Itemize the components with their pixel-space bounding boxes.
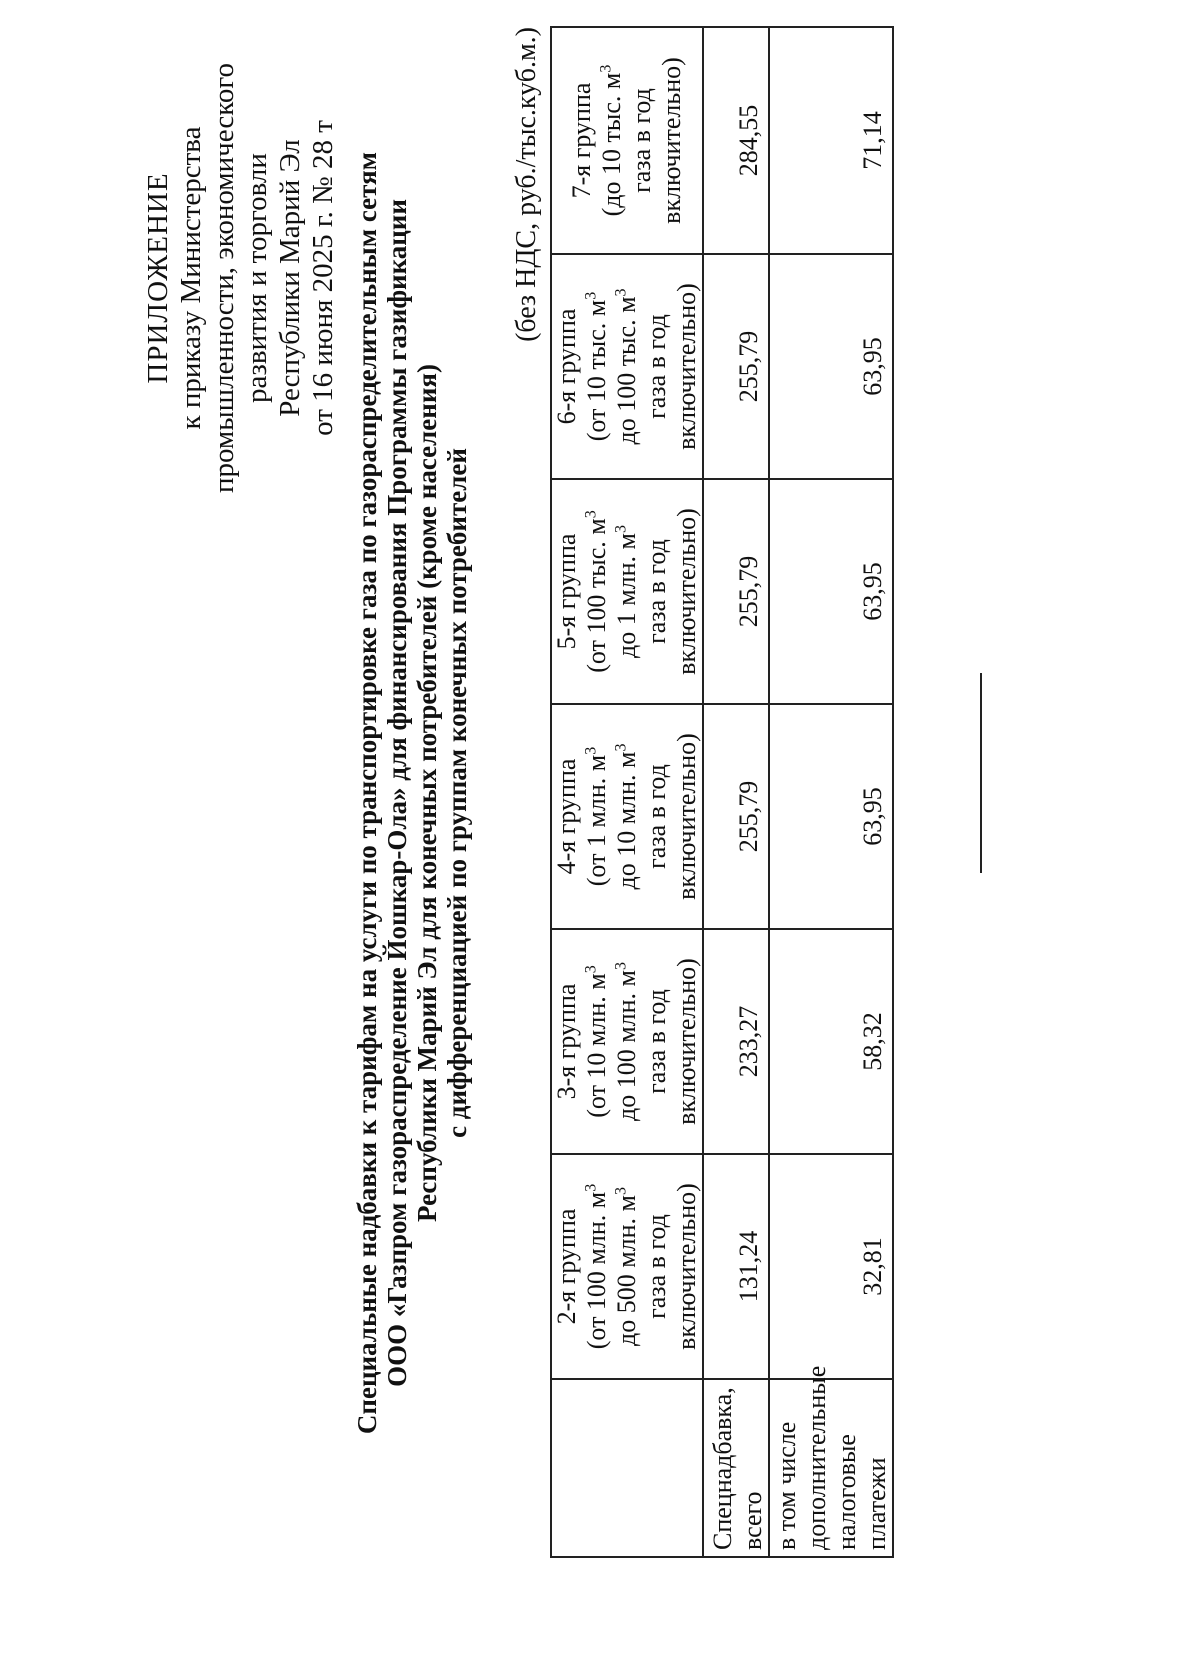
row-label: Спецнадбавка, всего <box>703 1379 769 1557</box>
value-cell: 233,27 <box>703 929 769 1154</box>
group-name: 2-я группа <box>552 1208 581 1325</box>
table-row <box>703 27 769 1557</box>
group-range-to: до 100 млн. м <box>612 969 641 1122</box>
closing-rule <box>980 673 982 873</box>
group-range-to: до 10 млн. м <box>612 751 641 890</box>
superscript: 3 <box>612 1186 630 1195</box>
table-header-row <box>551 27 703 1557</box>
superscript: 3 <box>597 64 615 73</box>
title-line: ООО «Газпром газораспределение Йошкар-Ола» для финансирования Программы газификации <box>382 199 412 1387</box>
group-range-upper: (до 10 тыс. м <box>597 72 626 217</box>
group-inclusive: включительно) <box>672 733 701 900</box>
title-line: Специальные надбавки к тарифам на услуги по транспортировке газа по газораспределительным сетям <box>352 151 382 1435</box>
group-range-from: (от 1 млн. м <box>582 754 611 887</box>
group-unit: газа в год <box>642 764 671 869</box>
group-name: 5-я группа <box>552 533 581 650</box>
group-name: 6-я группа <box>552 308 581 425</box>
value-cell: 63,95 <box>769 254 893 479</box>
value-cell: 58,32 <box>769 929 893 1154</box>
value-cell: 284,55 <box>703 27 769 254</box>
value-cell: 71,14 <box>769 27 893 254</box>
group-name: 7-я группа <box>567 82 596 199</box>
tariff-table <box>550 26 894 1558</box>
header-empty-cell <box>551 1379 703 1557</box>
appendix-line: развития и торговли <box>241 153 273 403</box>
group-range-from: (от 100 тыс. м <box>582 518 611 673</box>
title-line: с дифференциацией по группам конечных потребителей <box>442 448 472 1138</box>
group-inclusive: включительно) <box>672 283 701 450</box>
superscript: 3 <box>612 743 630 752</box>
group-unit: газа в год <box>642 539 671 644</box>
group-name: 3-я группа <box>552 983 581 1100</box>
value-cell: 255,79 <box>703 254 769 479</box>
group-range-to: до 1 млн. м <box>612 532 641 659</box>
appendix-heading: ПРИЛОЖЕНИЕ <box>142 172 174 384</box>
group-range-to: до 500 млн. м <box>612 1194 641 1347</box>
value-cell: 32,81 <box>769 1154 893 1379</box>
value-cell: 255,79 <box>703 704 769 929</box>
value-cell: 63,95 <box>769 479 893 704</box>
superscript: 3 <box>582 1183 600 1192</box>
appendix-block <box>142 18 340 538</box>
group-range-to: до 100 тыс. м <box>612 296 641 445</box>
appendix-line: Республики Марий Эл <box>274 139 306 417</box>
value-cell: 255,79 <box>703 479 769 704</box>
document-title <box>352 33 472 1553</box>
header-cell <box>551 479 703 704</box>
value-cell: 131,24 <box>703 1154 769 1379</box>
group-range-from: (от 100 млн. м <box>582 1191 611 1350</box>
header-cell <box>551 929 703 1154</box>
group-unit: газа в год <box>627 88 656 193</box>
group-inclusive: включительно) <box>672 1183 701 1350</box>
group-unit: газа в год <box>642 1214 671 1319</box>
group-inclusive: включительно) <box>672 958 701 1125</box>
header-cell <box>551 1154 703 1379</box>
header-cell <box>551 27 703 254</box>
value-cell: 63,95 <box>769 704 893 929</box>
superscript: 3 <box>612 288 630 297</box>
group-name: 4-я группа <box>552 758 581 875</box>
group-inclusive: включительно) <box>672 508 701 675</box>
appendix-line: к приказу Министерства <box>175 126 207 430</box>
superscript: 3 <box>612 524 630 533</box>
group-range-from: (от 10 тыс. м <box>582 299 611 442</box>
table-row <box>769 27 893 1557</box>
title-line: Республики Марий Эл для конечных потребителей (кроме населения) <box>412 364 442 1223</box>
group-unit: газа в год <box>642 314 671 419</box>
superscript: 3 <box>612 961 630 970</box>
superscript: 3 <box>582 965 600 974</box>
superscript: 3 <box>582 510 600 519</box>
superscript: 3 <box>582 746 600 755</box>
row-label: в том числе дополнительные налоговые платежи <box>769 1379 893 1557</box>
group-range-from: (от 10 млн. м <box>582 973 611 1118</box>
appendix-line: промышленности, экономического <box>208 62 240 494</box>
header-cell <box>551 704 703 929</box>
header-cell <box>551 254 703 479</box>
group-unit: газа в год <box>642 989 671 1094</box>
appendix-line: от 16 июня 2025 г. № 28 т <box>307 120 339 436</box>
group-inclusive: включительно) <box>657 57 686 224</box>
unit-note: (без НДС, руб./тыс.куб.м.) <box>511 27 542 342</box>
superscript: 3 <box>582 291 600 300</box>
